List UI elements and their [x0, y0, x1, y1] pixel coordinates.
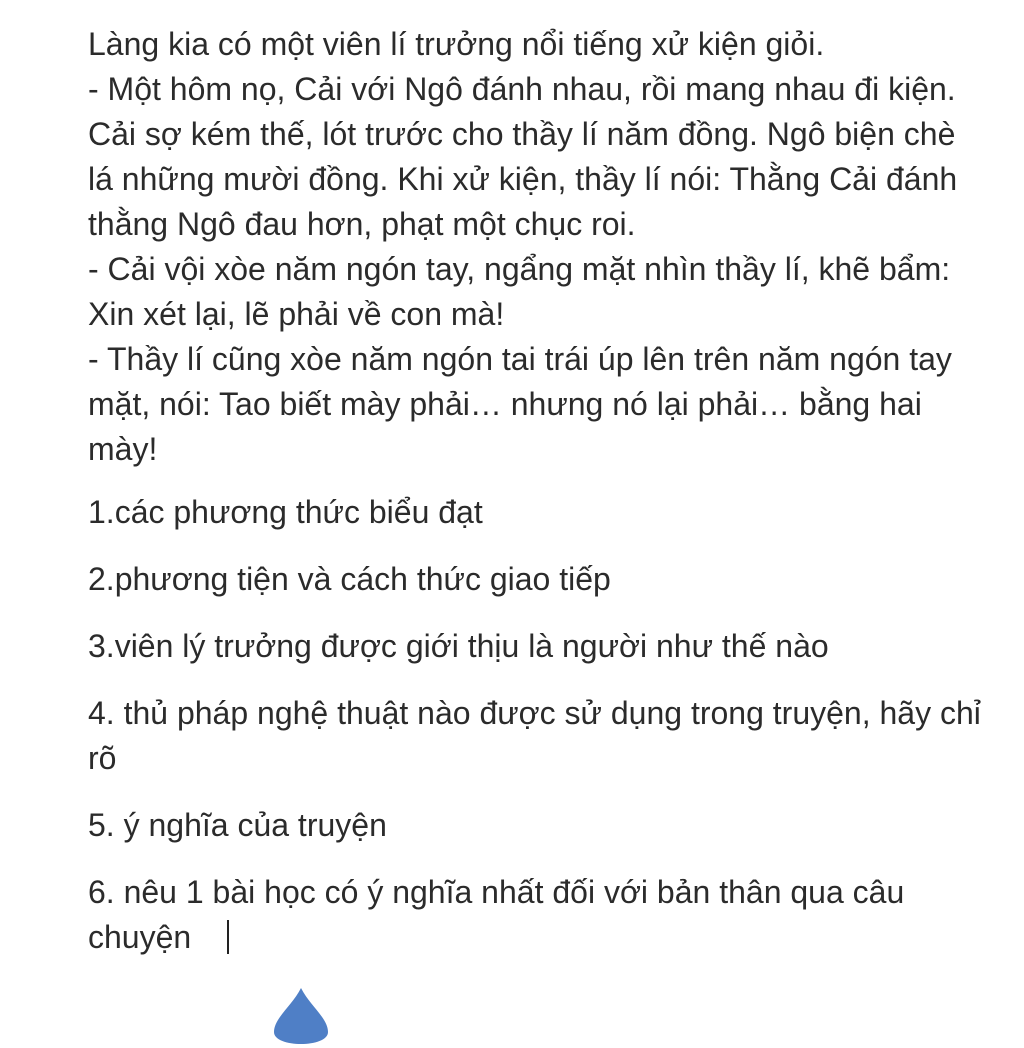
question-item: 2.phương tiện và cách thức giao tiếp [88, 561, 611, 597]
text-cursor [227, 920, 229, 954]
question-item: 1.các phương thức biểu đạt [88, 494, 483, 530]
selection-handle-icon[interactable] [274, 988, 328, 1048]
question-text: 6. nêu 1 bài học có ý nghĩa nhất đối với bản thân qua câu chuyện [88, 874, 905, 955]
story-line: - Một hôm nọ, Cải với Ngô đánh nhau, rồi mang nhau đi kiện. Cải sợ kém thế, lót trước cho thầy lí năm đồng. Ngô biện chè lá những mười đồng. Khi xử kiện, thầy lí nói: Thằng Cải đánh thằng Ngô đau hơn, phạt một chục roi. [88, 71, 958, 242]
question-item: 4. thủ pháp nghệ thuật nào được sử dụng trong truyện, hãy chỉ rõ [88, 695, 981, 776]
story-line: Làng kia có một viên lí trưởng nổi tiếng xử kiện giỏi. [88, 26, 825, 62]
question-item [88, 870, 988, 960]
story-text [88, 22, 988, 472]
story-line: - Cải vội xòe năm ngón tay, ngẩng mặt nhìn thầy lí, khẽ bẩm: Xin xét lại, lẽ phải về con mà! [88, 251, 951, 332]
document-page [88, 22, 988, 982]
question-list [88, 490, 988, 960]
question-item: 3.viên lý trưởng được giới thịu là người như thế nào [88, 628, 829, 664]
story-line: - Thầy lí cũng xòe năm ngón tai trái úp lên trên năm ngón tay mặt, nói: Tao biết mày phải… nhưng nó lại phải… bằng hai mày! [88, 341, 952, 467]
question-item: 5. ý nghĩa của truyện [88, 807, 387, 843]
